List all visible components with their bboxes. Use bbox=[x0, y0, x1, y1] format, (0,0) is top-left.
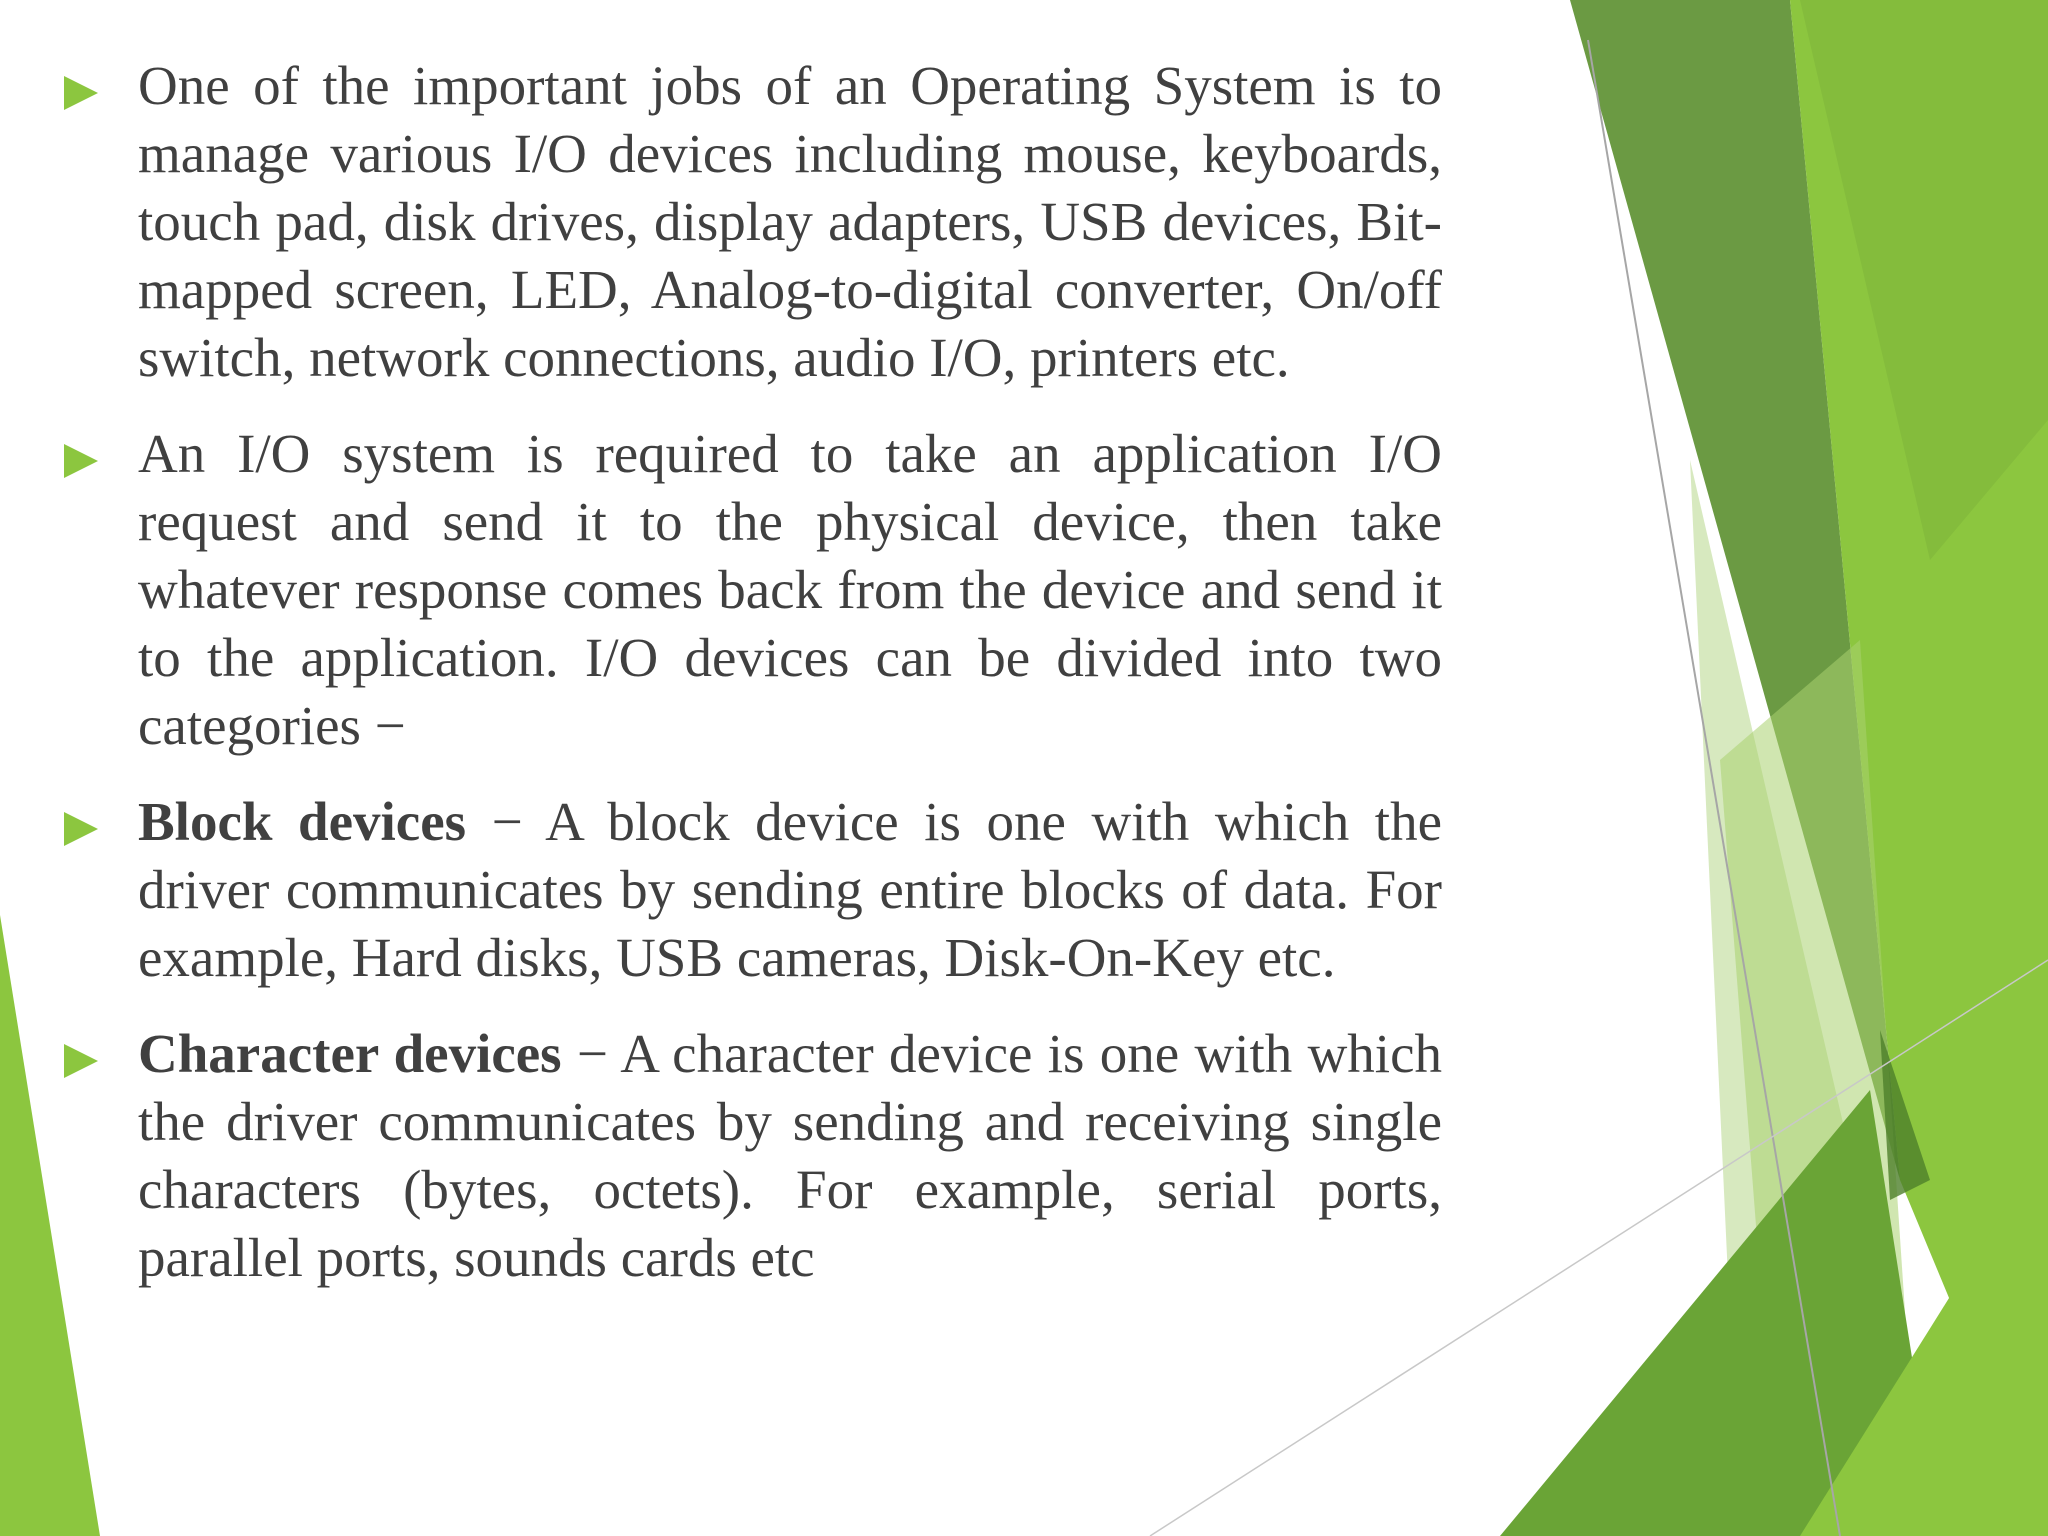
bullet-term: Block devices bbox=[138, 791, 467, 852]
bullet-body: An I/O system is required to take an application I/O request and send it to the physical device, then take whatever response comes back from the device and send it to the application. I/O devices can be divided into two categories − bbox=[138, 423, 1442, 756]
bullet-term: Character devices bbox=[138, 1023, 562, 1084]
bullet-text bbox=[138, 788, 1442, 992]
bullet-item bbox=[60, 420, 1442, 760]
triangle-right-icon bbox=[64, 444, 98, 478]
triangle-right-icon bbox=[64, 812, 98, 846]
bullet-list bbox=[60, 52, 1442, 1320]
bullet-text bbox=[138, 52, 1442, 392]
bullet-text bbox=[138, 420, 1442, 760]
triangle-right-icon bbox=[64, 76, 98, 110]
bullet-body: − A character device is one with which the driver communicates by sending and receiving single characters (bytes, octets). For example, serial ports, parallel ports, sounds cards etc bbox=[138, 1023, 1442, 1288]
bullet-item bbox=[60, 1020, 1442, 1292]
bullet-body: One of the important jobs of an Operating System is to manage various I/O devices including mouse, keyboards, touch pad, disk drives, display adapters, USB devices, Bit-mapped screen, LED, Analog-to-digital converter, On/off switch, network connections, audio I/O, printers etc. bbox=[138, 55, 1442, 388]
bullet-text bbox=[138, 1020, 1442, 1292]
triangle-right-icon bbox=[64, 1044, 98, 1078]
bullet-item bbox=[60, 788, 1442, 992]
bullet-body: − A block device is one with which the driver communicates by sending entire blocks of data. For example, Hard disks, USB cameras, Disk-On-Key etc. bbox=[138, 791, 1442, 988]
bullet-item bbox=[60, 52, 1442, 392]
